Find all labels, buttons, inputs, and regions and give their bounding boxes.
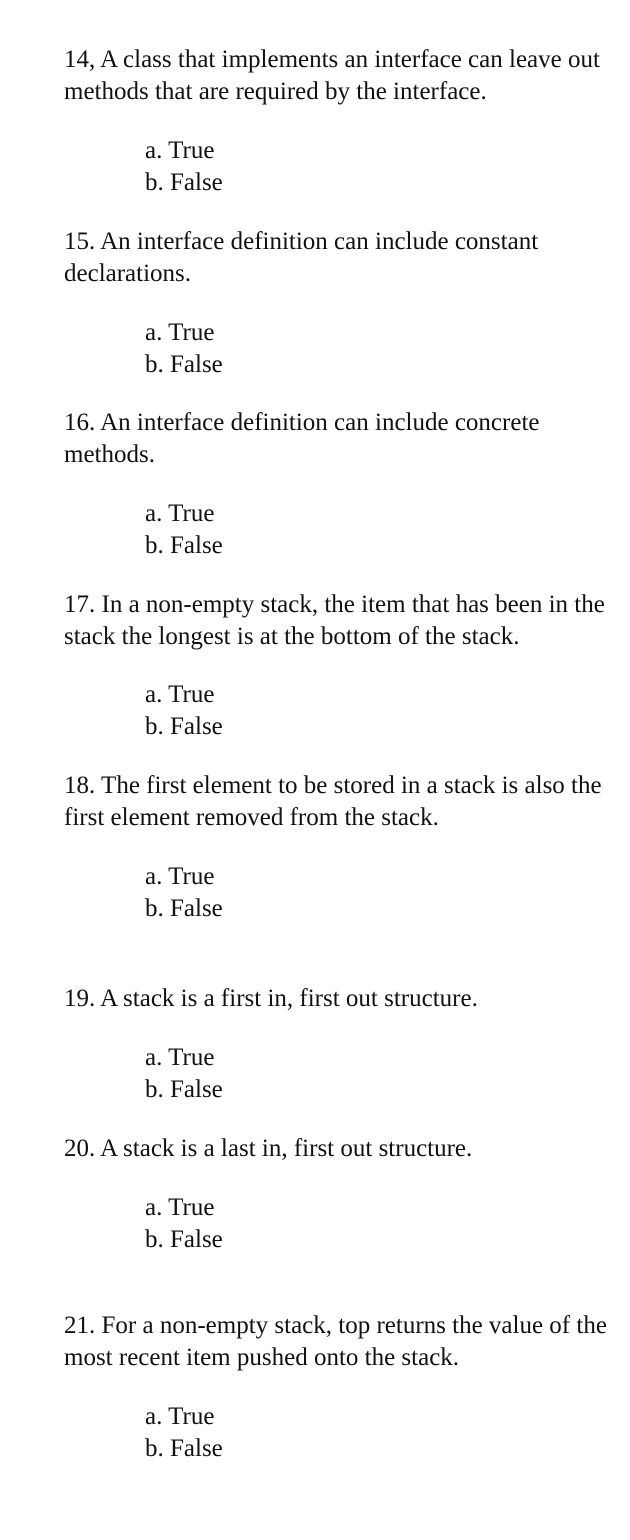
option-b: b. False (145, 351, 223, 378)
option-a: a. True (145, 500, 215, 527)
option-b: b. False (145, 895, 223, 922)
question-20-text: 20. A stack is a last in, first out structure. (64, 1135, 473, 1162)
question-18-options (145, 861, 223, 925)
option-b: b. False (145, 532, 223, 559)
question-16-text: 16. An interface definition can include concrete methods. (64, 409, 540, 468)
question-20-options (145, 1192, 223, 1256)
question-19-text: 19. A stack is a first in, first out structure. (64, 985, 478, 1012)
question-14-text: 14, A class that implements an interface can leave out methods that are required by the interface. (64, 46, 600, 105)
question-21-text: 21. For a non-empty stack, top returns the value of the most recent item pushed onto the stack. (64, 1312, 607, 1371)
option-a: a. True (145, 681, 215, 708)
option-a: a. True (145, 1403, 215, 1430)
option-b: b. False (145, 1076, 223, 1103)
option-a: a. True (145, 137, 215, 164)
option-a: a. True (145, 1044, 215, 1071)
option-a: a. True (145, 863, 215, 890)
option-b: b. False (145, 713, 223, 740)
question-19-options (145, 1042, 223, 1106)
question-16-options (145, 498, 223, 562)
option-a: a. True (145, 319, 215, 346)
question-17-text: 17. In a non-empty stack, the item that has been in the stack the longest is at the bottom of the stack. (64, 591, 605, 650)
question-15-options (145, 317, 223, 381)
question-21-options (145, 1401, 223, 1465)
option-b: b. False (145, 1435, 223, 1462)
question-18-text: 18. The first element to be stored in a stack is also the first element removed from the stack. (64, 772, 602, 831)
question-17-options (145, 679, 223, 743)
option-a: a. True (145, 1194, 215, 1221)
option-b: b. False (145, 169, 223, 196)
option-b: b. False (145, 1226, 223, 1253)
question-15-text: 15. An interface definition can include constant declarations. (64, 228, 539, 287)
question-14-options (145, 135, 223, 199)
